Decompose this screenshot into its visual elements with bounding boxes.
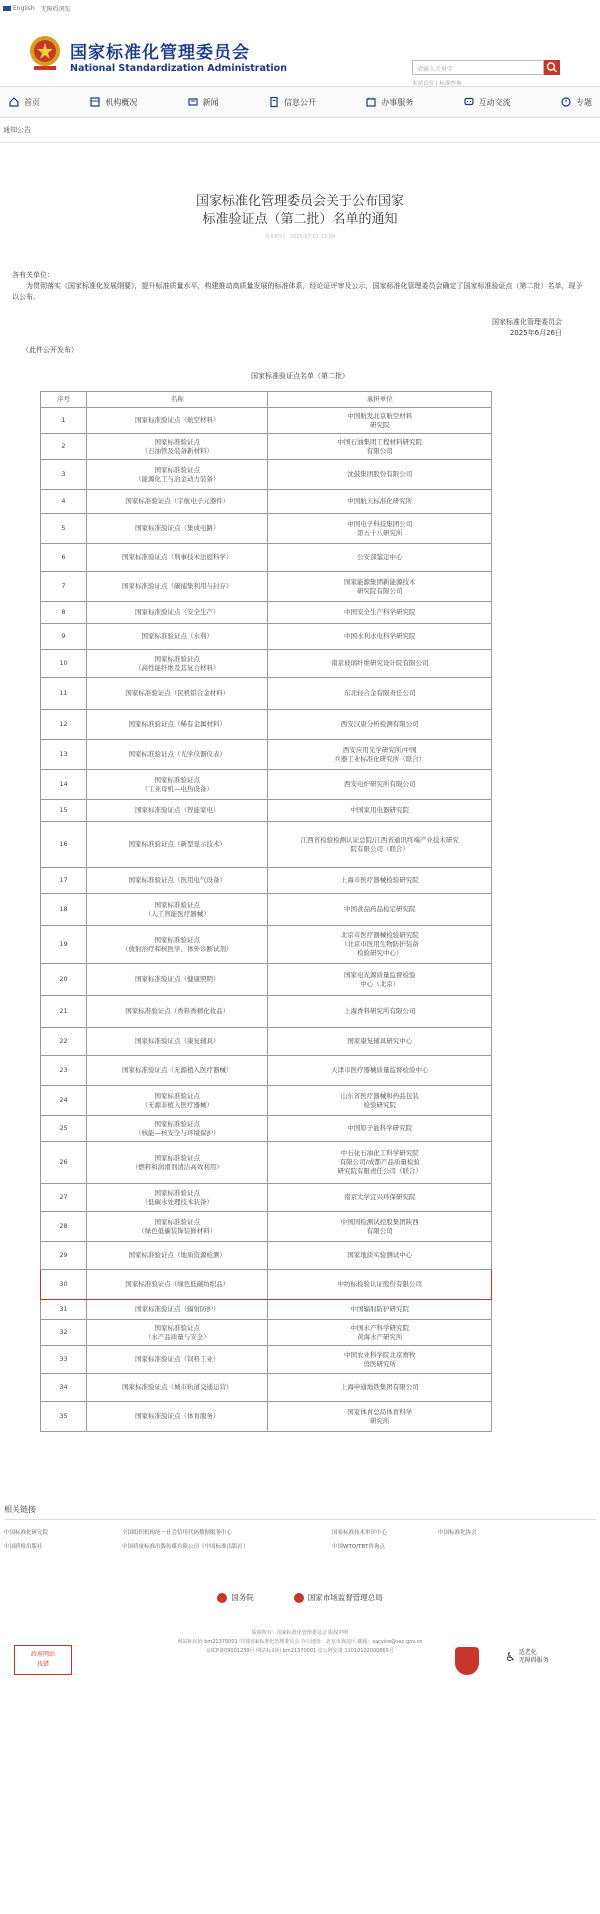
table-row [41,544,492,572]
nav-item-1[interactable] [89,96,137,108]
signature: 国家标准化管理委员会 2025年6月26日 [492,318,562,337]
building-icon [89,96,101,108]
cell-name: 国家标准验证点（健康照明） [86,964,268,996]
search-button[interactable] [544,60,560,75]
cell-unit: 中国辐射防护研究院 [268,1300,492,1320]
main-nav [0,86,600,118]
table-row [41,602,492,624]
cell-unit: 沈鼓集团股份有限公司 [268,460,492,490]
cell-no: 6 [41,544,87,572]
cell-no: 24 [41,1086,87,1116]
nav-item-label: 信息公开 [283,97,316,107]
cell-name: 国家标准验证点（稀有金属材料） [86,710,268,740]
cell-name: 国家标准验证点（无源植入医疗器械） [86,1056,268,1086]
cell-no: 17 [41,868,87,894]
header-name: 名称 [86,392,268,408]
table-caption: 国家标准验证点名单（第二批） [251,372,349,380]
state-council-icon [217,1593,227,1603]
english-link[interactable]: English [3,5,35,12]
cell-no: 22 [41,1028,87,1056]
cell-name: 国家标准验证点（水利） [86,624,268,650]
table-row [41,1184,492,1212]
nav-item-label: 互动交流 [478,97,511,107]
cell-unit: 中国航发北京航空材料 研究院 [268,408,492,434]
table-row [41,408,492,434]
cell-name: 国家标准验证点（光学仪器仪表） [86,740,268,770]
search-icon [544,60,560,75]
nav-item-4[interactable] [365,96,413,108]
table-row [41,1320,492,1346]
nav-item-3[interactable] [268,96,316,108]
related-links-grid [4,1528,596,1550]
verification-points-table [40,391,492,1432]
cell-unit: 国家电光源质量监督检验 中心（北京） [268,964,492,996]
cell-no: 4 [41,490,87,514]
table-row [41,624,492,650]
article [0,193,600,1432]
table-row [41,1212,492,1242]
cell-name: 国家标准验证点 （核能—核安全与环境保护） [86,1116,268,1142]
cell-unit: 南京大学宜兴环保研究院 [268,1184,492,1212]
document-icon [268,96,280,108]
cell-no: 32 [41,1320,87,1346]
cell-no: 21 [41,996,87,1028]
cell-unit: 中国石油集团工程材料研究院 有限公司 [268,434,492,460]
news-icon [187,96,199,108]
nav-item-label: 专题 [575,97,592,107]
cell-name: 国家标准验证点 （放射治疗和核医学、体外诊断试剂） [86,926,268,964]
cell-name: 国家标准验证点 （石油管及装备新材料） [86,434,268,460]
search-input[interactable]: 请输入关键字 [412,60,544,75]
table-row [41,1056,492,1086]
cell-no: 29 [41,1242,87,1270]
table-row [41,1374,492,1402]
table-row [41,460,492,490]
cell-no: 26 [41,1142,87,1184]
party-gov-shield-icon[interactable] [455,1647,479,1675]
cell-name: 国家标准验证点（城市轨道交通运营） [86,1374,268,1402]
topic-icon [560,96,572,108]
cell-unit: 西安应用光学研究所/中国 兵器工业标准化研究所（联合） [268,740,492,770]
article-title: 国家标准化管理委员会关于公布国家 标准验证点（第二批）名单的通知 [195,194,404,227]
cell-unit: 国家能源集团新能源技术 研究院有限公司 [268,572,492,602]
gov-site-error-badge[interactable]: 政府网站 找错 [14,1645,72,1675]
header-no: 序号 [41,392,87,408]
cell-unit: 中国水利水电科学研究院 [268,624,492,650]
cell-name: 国家标准验证点（碳捕集利用与封存） [86,572,268,602]
contact-line: 网站标识码 bm21370001 中国国家标准化管理委员会 办公地址：北京市海淀区 邮箱：sacvice@sac.gov.cn [177,1639,423,1645]
cell-name: 国家标准验证点（香料香精化妆品） [86,996,268,1028]
table-row [41,490,492,514]
cell-name: 国家标准验证点（辐射防护） [86,1300,268,1320]
cell-name: 国家标准验证点（饲料工业） [86,1346,268,1374]
site-title-cn: 国家标准化管理委员会 [70,43,250,63]
cell-no: 18 [41,894,87,926]
partner-sites [0,1592,600,1603]
site-title-en: National Standardization Administration [70,63,287,74]
cell-unit: 中国家用电器研究院 [268,800,492,822]
cell-no: 31 [41,1300,87,1320]
cell-name: 国家标准验证点 （低碳水处理技术装备） [86,1184,268,1212]
cell-unit: 国家体育总局体育科学 研究所 [268,1402,492,1432]
nav-item-5[interactable] [463,96,511,108]
body-paragraph: 为贯彻落实《国家标准化发展纲要》，提升标准质量水平，构建推动高质量发展的标准体系，经论证评审及公示，国家标准化管理委员会确定了国家标准验证点（第二批）名单，现予以公布。 [12,282,583,301]
table-row [41,1028,492,1056]
cell-unit: 中石化石油化工科学研究院 有限公司/成都产品质量检验 研究院有限责任公司（联合） [268,1142,492,1184]
cell-no: 34 [41,1374,87,1402]
site-title[interactable] [70,43,287,75]
table-row [41,1142,492,1184]
nav-item-label: 机构概况 [105,97,138,107]
cell-unit: 中国安全生产科学研究院 [268,602,492,624]
accessibility-link[interactable]: 无障碍浏览 [40,5,71,13]
table-row [41,868,492,894]
cell-no: 23 [41,1056,87,1086]
table-row [41,514,492,544]
related-link[interactable]: 中国质检出版社 [4,1544,43,1550]
table-row [41,434,492,460]
table-row [41,1402,492,1432]
cell-no: 5 [41,514,87,544]
cell-unit: 中国水产科学研究院 黄海水产研究所 [268,1320,492,1346]
cell-name: 国家标准验证点 （人工智能医疗器械） [86,894,268,926]
table-row [41,964,492,996]
table-row [41,572,492,602]
cell-unit: 中国农业科学院北京畜牧 兽医研究所 [268,1346,492,1374]
cell-unit: 中国国检测试控股集团陕西 有限公司 [268,1212,492,1242]
nav-item-6[interactable] [560,96,592,108]
cell-unit: 中国食品药品检定研究院 [268,894,492,926]
table-row [41,770,492,800]
cell-unit: 江西省检验检测认证总院/江西省通讯终端产业技术研究 院有限公司（联合） [268,822,492,868]
cell-no: 14 [41,770,87,800]
cell-name: 国家标准验证点（康复辅具） [86,1028,268,1056]
cell-name: 国家标准验证点 （能源化工与冶金动力装备） [86,460,268,490]
cell-unit: 山东省医疗器械和药品包装 检验研究院 [268,1086,492,1116]
table-row [41,926,492,964]
cell-no: 30 [41,1270,87,1300]
cell-no: 10 [41,650,87,678]
related-link[interactable] [438,1542,548,1550]
service-icon [365,96,377,108]
publish-time: 发布时间：2025-07-01 12:09 [264,234,336,240]
cell-name: 国家标准验证点（集成电路） [86,514,268,544]
table-header-row [41,392,492,408]
cell-no: 9 [41,624,87,650]
cell-no: 1 [41,408,87,434]
elderly-accessibility-badge[interactable]: ♿ 适老化 无障碍服务 [505,1649,549,1664]
cell-no: 12 [41,710,87,740]
cell-no: 25 [41,1116,87,1142]
icp-line: 京ICP备09001239号 网站标识码 bm21370001 京公网安备 11010102000865号 [206,1648,394,1654]
partner-samr[interactable]: 国家市场监督管理总局 [294,1592,383,1603]
cell-no: 2 [41,434,87,460]
cell-no: 20 [41,964,87,996]
cell-name: 国家标准验证点（体育服务） [86,1402,268,1432]
publish-note: （此件公开发布） [22,346,78,354]
table-row [41,1346,492,1374]
partner-state-council[interactable]: 国务院 [217,1592,254,1603]
related-links [0,1504,600,1550]
cell-name: 国家标准验证点 （燃料和润滑剂清洁高效利用） [86,1142,268,1184]
cell-no: 8 [41,602,87,624]
cell-name: 国家标准验证点（地质资源检测） [86,1242,268,1270]
cell-unit: 北京市医疗器械检验研究院 （北京市医用生物防护装备 检验研究中心） [268,926,492,964]
related-link[interactable]: 中国标准化研究院 [4,1530,49,1536]
cell-no: 13 [41,740,87,770]
cell-unit: 南京玻璃纤维研究设计院有限公司 [268,650,492,678]
table-row [41,800,492,822]
related-links-heading: 相关链接 [4,1504,596,1520]
cell-unit: 上海申通地铁集团有限公司 [268,1374,492,1402]
table-row [41,1242,492,1270]
cell-no: 16 [41,822,87,868]
cell-name: 国家标准验证点 （绿色低碳装饰装修材料） [86,1212,268,1242]
cell-no: 7 [41,572,87,602]
table-row [41,894,492,926]
table-row [41,650,492,678]
cell-unit: 国家地质实验测试中心 [268,1242,492,1270]
cell-unit: 中国电子科技集团公司 第五十八研究所 [268,514,492,544]
breadcrumb[interactable]: 通知公告 [0,118,600,143]
cell-no: 15 [41,800,87,822]
article-body [12,270,588,303]
cell-no: 35 [41,1402,87,1432]
table-row-highlighted [41,1270,492,1300]
top-utility-bar [0,0,600,16]
cell-name: 国家标准验证点（航空材料） [86,408,268,434]
cell-name: 国家标准验证点（智能家电） [86,800,268,822]
cell-unit: 中国原子能科学研究院 [268,1116,492,1142]
cell-no: 11 [41,678,87,710]
related-link[interactable]: 国家标准技术审评中心 [332,1530,388,1536]
cell-unit: 天津市医疗器械质量监督检验中心 [268,1056,492,1086]
site-footer [0,1617,600,1713]
quick-links[interactable]: 本站首页 | 标准查询 [412,81,462,87]
cell-unit: 上海香料研究所有限公司 [268,996,492,1028]
nav-item-0[interactable] [8,96,40,108]
nav-item-2[interactable] [187,96,219,108]
cell-name: 国家标准验证点 （高性能纤维及其复合材料） [86,650,268,678]
samr-icon [294,1593,304,1603]
table-row [41,996,492,1028]
cell-no: 28 [41,1212,87,1242]
salutation: 各有关单位： [12,271,54,279]
cell-name: 国家标准验证点 （工业母机—电热设备） [86,770,268,800]
related-link[interactable]: 中国WTO/TBT咨询点 [332,1544,385,1550]
home-icon [8,96,20,108]
header-unit: 承担单位 [268,392,492,408]
cell-name: 国家标准验证点（医用电气设备） [86,868,268,894]
cell-name: 国家标准验证点（刑事技术法庭科学） [86,544,268,572]
cell-unit: 西安汉唐分析检测有限公司 [268,710,492,740]
cell-name: 国家标准验证点（绿色低碳纺织品） [86,1270,268,1300]
cell-name: 国家标准验证点（安全生产） [86,602,268,624]
cell-unit: 中国航天标准化研究所 [268,490,492,514]
cell-unit: 东北轻合金有限责任公司 [268,678,492,710]
cell-unit: 国家康复辅具研究中心 [268,1028,492,1056]
national-emblem-icon [28,34,62,72]
table-row [41,678,492,710]
table-row [41,1300,492,1320]
cell-name: 国家标准验证点 （无源非植入医疗器械） [86,1086,268,1116]
site-header [0,16,600,86]
nav-item-label: 办事服务 [381,97,414,107]
cell-no: 3 [41,460,87,490]
chat-icon [463,96,475,108]
cell-name: 国家标准验证点 （水产品质量与安全） [86,1320,268,1346]
table-row [41,1086,492,1116]
table-row [41,740,492,770]
flag-icon [3,6,11,11]
cell-no: 19 [41,926,87,964]
nav-item-label: 首页 [24,97,40,107]
related-link[interactable]: 中国质量标准出版传媒有限公司（中国标准出版社） [122,1544,249,1550]
nav-item-label: 新闻 [202,97,219,107]
cell-name: 国家标准验证点（宇航电子元器件） [86,490,268,514]
cell-unit: 中纺标检验认证股份有限公司 [268,1270,492,1300]
table-row [41,710,492,740]
table-row [41,1116,492,1142]
cell-name: 国家标准验证点（新型显示技术） [86,822,268,868]
cell-no: 33 [41,1346,87,1374]
accessibility-icon: ♿ [505,1650,516,1664]
cell-unit: 西安电炉研究所有限公司 [268,770,492,800]
cell-unit: 公安部鉴定中心 [268,544,492,572]
cell-name: 国家标准验证点（民机铝合金材料） [86,678,268,710]
copyright-line: 版权所有：国家标准化管理委员会 版权声明 [251,1630,349,1636]
table-row [41,822,492,868]
related-link[interactable]: 中国标准化协会 [438,1530,477,1536]
cell-unit: 上海市医疗器械检验研究院 [268,868,492,894]
cell-no: 27 [41,1184,87,1212]
related-link[interactable]: 全国组织机构统一社会信用代码数据服务中心 [122,1530,233,1536]
